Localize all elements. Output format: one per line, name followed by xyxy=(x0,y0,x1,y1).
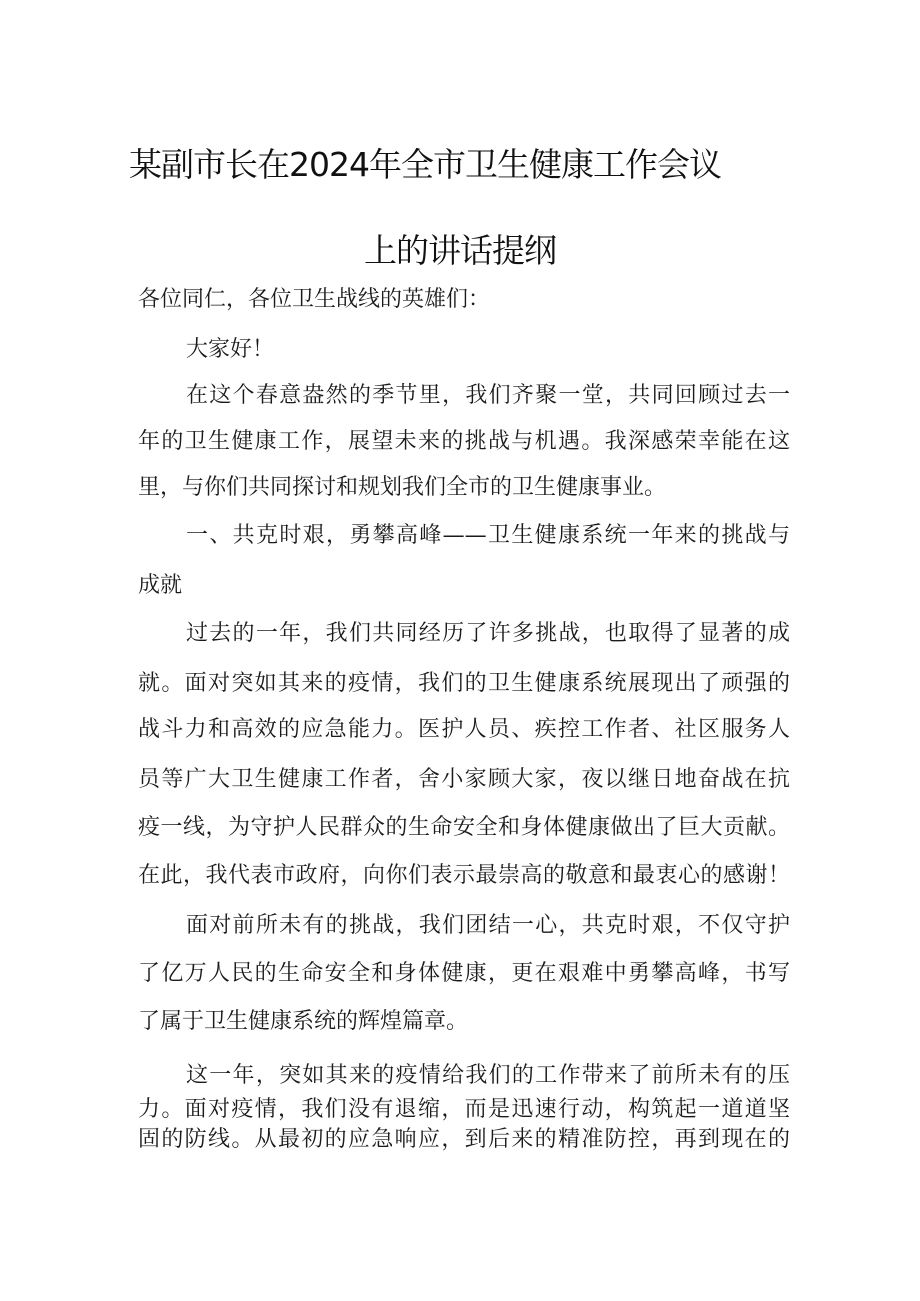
paragraph-line: 疫一线，为守护人民群众的生命安全和身体健康做出了巨大贡献。 xyxy=(138,815,790,840)
paragraph-line: 年的卫生健康工作，展望未来的挑战与机遇。我深感荣幸能在这 xyxy=(138,429,790,454)
salutation-line: 各位同仁，各位卫生战线的英雄们： xyxy=(138,287,491,312)
section-heading-line: 成就 xyxy=(138,573,183,598)
paragraph-line: 里，与你们共同探讨和规划我们全市的卫生健康事业。 xyxy=(138,475,667,500)
paragraph-line: 固的防线。从最初的应急响应，到后来的精准防控，再到现在的 xyxy=(138,1127,790,1152)
paragraph-line: 在此，我代表市政府，向你们表示最崇高的敬意和最衷心的感谢！ xyxy=(138,863,790,888)
paragraph-line: 员等广大卫生健康工作者，舍小家顾大家，夜以继日地奋战在抗 xyxy=(138,767,790,792)
greeting-line: 大家好！ xyxy=(186,337,275,362)
paragraph-line: 力。面对疫情，我们没有退缩，而是迅速行动，构筑起一道道坚 xyxy=(138,1097,790,1122)
paragraph-line: 这一年，突如其来的疫情给我们的工作带来了前所未有的压 xyxy=(186,1063,790,1088)
paragraph-line: 在这个春意盎然的季节里，我们齐聚一堂，共同回顾过去一 xyxy=(186,383,790,408)
section-heading-line: 一、共克时艰，勇攀高峰——卫生健康系统一年来的挑战与 xyxy=(186,523,790,548)
paragraph-line: 了属于卫生健康系统的辉煌篇章。 xyxy=(138,1009,469,1034)
paragraph-line: 过去的一年，我们共同经历了许多挑战，也取得了显著的成 xyxy=(186,621,790,646)
paragraph-line: 了亿万人民的生命安全和身体健康，更在艰难中勇攀高峰，书写 xyxy=(138,961,790,986)
document-title-line-2: 上的讲话提纲 xyxy=(364,231,556,270)
document-title-line-1: 某副市长在2024年全市卫生健康工作会议 xyxy=(129,145,721,184)
paragraph-line: 战斗力和高效的应急能力。医护人员、疾控工作者、社区服务人 xyxy=(138,717,790,742)
paragraph-line: 面对前所未有的挑战，我们团结一心，共克时艰，不仅守护 xyxy=(186,913,790,938)
paragraph-line: 就。面对突如其来的疫情，我们的卫生健康系统展现出了顽强的 xyxy=(138,671,790,696)
